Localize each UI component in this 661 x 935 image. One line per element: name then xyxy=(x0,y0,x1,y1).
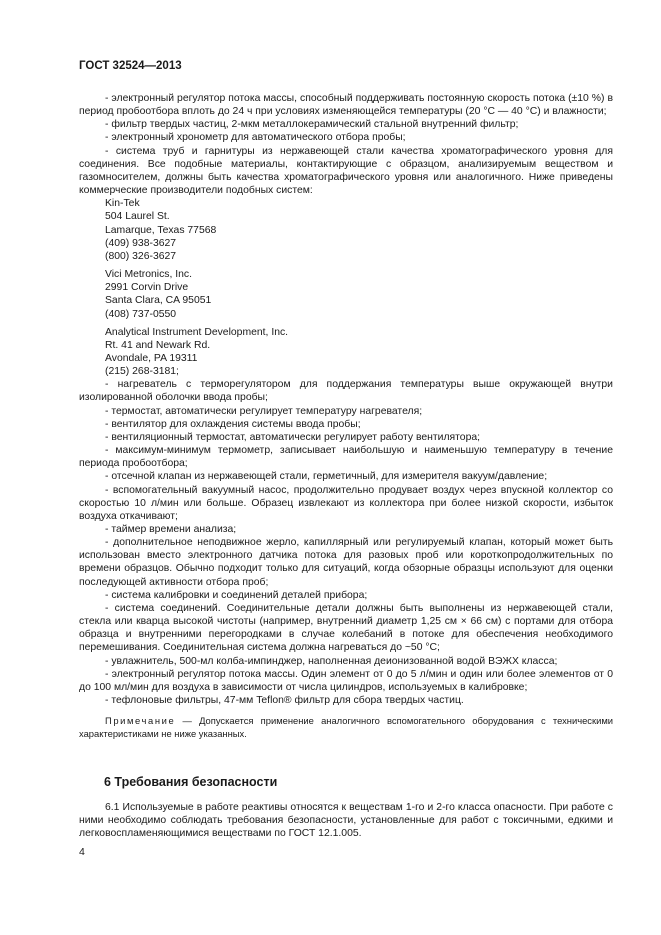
section-heading: 6 Требования безопасности xyxy=(104,775,278,789)
vendor-line: Analytical Instrument Development, Inc. xyxy=(105,326,289,338)
list-item: - система соединений. Соединительные детали должны быть выполнены из нержавеющей стали, стекла или кварца высокой чистоты (например, внутренний диаметр 1,25 см × 66 см) с портами для отбора образца и внутренними перегородками в случае колебаний в потоке для обеспечения необходимого перемешивания. Соединительная система должна нагреваться до ~50 °С; xyxy=(79,602,613,654)
document-code-header: ГОСТ 32524—2013 xyxy=(79,60,182,72)
list-item: - система труб и гарнитуры из нержавеющей стали качества хроматографического уровня для соединения. Все подобные материалы, контактирующие с образцом, анализируемым веществом и газомносителем, должны быть качества хроматографического уровня или аналогичного. Ниже приведены коммерческие производители подобных систем: xyxy=(79,145,613,197)
vendor-line: (215) 268-3181; xyxy=(105,366,179,378)
list-item: - отсечной клапан из нержавеющей стали, герметичный, для измерителя вакуум/давление; xyxy=(105,471,548,483)
equipment-list xyxy=(79,92,613,740)
vendor-line: (409) 938-3627 xyxy=(105,237,177,249)
page-number: 4 xyxy=(79,846,85,858)
vendor-line: Kin-Tek xyxy=(105,198,140,210)
list-item: - фильтр твердых частиц, 2-мкм металлокерамический стальной внутренний фильтр; xyxy=(105,119,519,131)
vendor-line: Avondale, PA 19311 xyxy=(105,352,198,364)
list-item: - таймер времени анализа; xyxy=(105,524,237,535)
note-label: Примечание xyxy=(105,715,176,727)
list-item: - тефлоновые фильтры, 47-мм Teflon® фильтр для сбора твердых частиц. xyxy=(105,695,464,707)
list-item: - система калибровки и соединений деталей прибора; xyxy=(105,589,368,601)
list-item: - нагреватель с терморегулятором для поддержания температуры выше окружающей внутри изолированной оболочки ввода пробы; xyxy=(79,379,613,404)
list-item: - вентиляционный термостат, автоматически регулирует работу вентилятора; xyxy=(105,431,481,443)
note-text: — Допускается применение аналогичного вспомогательного оборудования с техническими характеристиками не ниже указанных. xyxy=(79,715,614,739)
vendor-line: (800) 326-3627 xyxy=(105,250,177,262)
vendor-line: 2991 Corvin Drive xyxy=(105,282,189,294)
list-item: - дополнительное неподвижное жерло, капиллярный или регулируемый клапан, который может быть использован вместо электронного датчика потока для разовых проб или короткопродолжительных по времени образцов. Обычно подходит только для ситуаций, когда обзорные образцы используют для оценки последующей активности отбора проб; xyxy=(79,537,613,588)
vendor-address-kintek xyxy=(79,197,613,263)
list-item: - термостат, автоматически регулирует температуру нагревателя; xyxy=(105,405,423,417)
vendor-line: Lamarque, Texas 77568 xyxy=(105,224,217,236)
section-paragraph: 6.1 Используемые в работе реактивы относятся к веществам 1-го и 2-го класса опасности. При работе с ними необходимо соблюдать требования безопасности, установленные для работ с токсичными, едкими и легковоспламеняющимися веществами по ГОСТ 12.1.005. xyxy=(79,802,613,840)
list-item: - электронный хронометр для автоматического отбора пробы; xyxy=(105,132,406,144)
list-item: - увлажнитель, 500-мл колба-импинджер, наполненная деионизованной водой ВЭЖХ класса; xyxy=(105,655,558,667)
list-item: - вентилятор для охлаждения системы ввода пробы; xyxy=(105,418,361,430)
vendor-line: Santa Clara, CA 95051 xyxy=(105,295,212,307)
vendor-address-vici xyxy=(79,268,613,321)
vendor-address-aid xyxy=(79,326,613,379)
list-item: - электронный регулятор потока массы, способный поддерживать постоянную скорость потока (±10 %) в период пробоотбора вплоть до 24 ч при условиях изменяющейся температуры (20 °С — 40 °С) и влажности; xyxy=(79,93,613,118)
vendor-line: Vici Metronics, Inc. xyxy=(105,269,193,281)
list-item: - максимум-минимум термометр, записывает наибольшую и наименьшую температуру в течение периода пробоотбора; xyxy=(79,445,613,470)
note xyxy=(79,715,613,740)
vendor-line: (408) 737-0550 xyxy=(105,308,177,320)
vendor-line: Rt. 41 and Newark Rd. xyxy=(105,339,211,351)
list-item: - вспомогательный вакуумный насос, продолжительно продувает воздух через впускной коллектор со скоростью 10 л/мин или больше. Образец извлекают из коллектора при более низкой скорости, избыток воздуха откачивают; xyxy=(79,484,613,522)
list-item: - электронный регулятор потока массы. Один элемент от 0 до 5 л/мин и один или более элементов от 0 до 100 мл/мин для воздуха в зависимости от числа цилиндров, используемых в калибровке; xyxy=(79,668,613,693)
vendor-line: 504 Laurel St. xyxy=(105,211,170,223)
